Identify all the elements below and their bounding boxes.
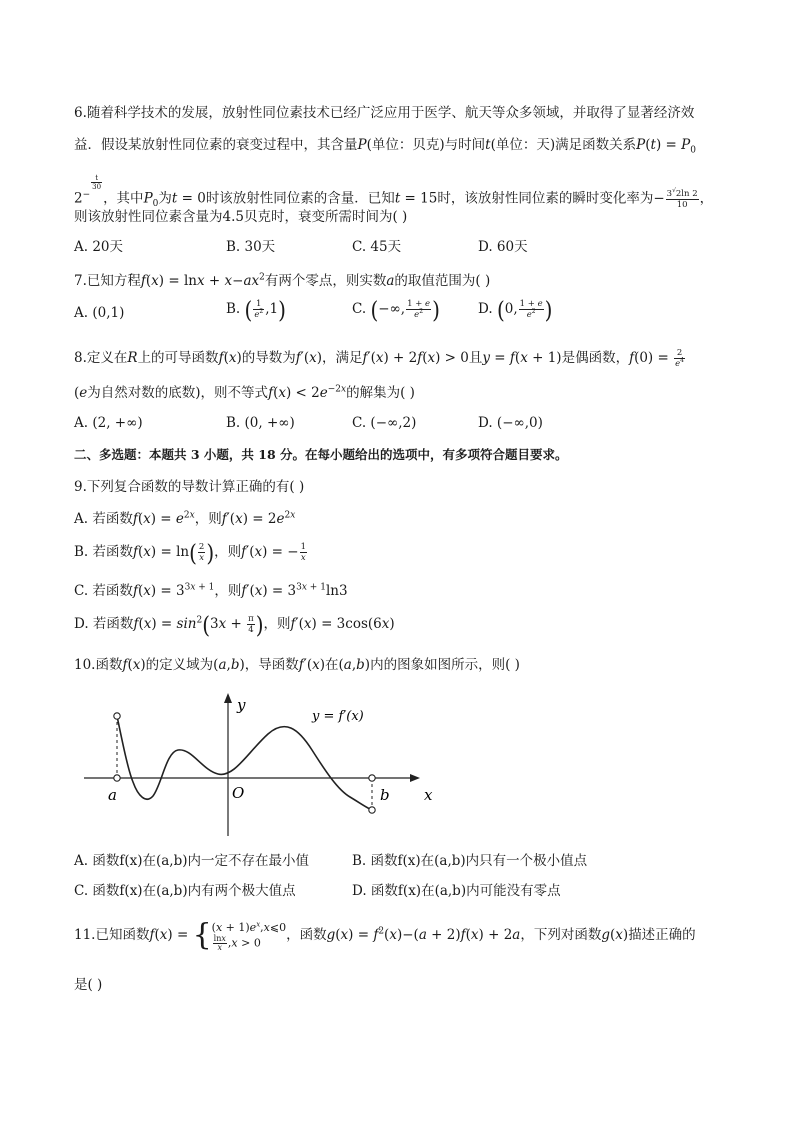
- q8-text: 的导数为: [241, 350, 296, 366]
- q7-option-d[interactable]: D. (0, $\frac{1 + e}{e^2}$ ): [478, 295, 553, 324]
- q10-option-d[interactable]: D. 函数f(x)在(a,b)内可能没有零点: [352, 883, 561, 899]
- q8-text: 的解集为( ): [346, 385, 415, 401]
- q11-stem: 11.已知函数f(x) = { $(x + 1)e^x,x⩽0$ $\frac{\ln x}{x}$ ,x > 0 ，函数$g(x) = f^2(x)-(a + 2)f(x) + 2a$，下列对函数g(x)描述正确的: [74, 917, 696, 953]
- endpoint-axis-a: [114, 775, 120, 781]
- q10-text: ，导函数: [244, 657, 299, 673]
- q6-text: (单位：天)满足函数关系: [490, 137, 637, 153]
- q10-stem: 10.函数f(x)的定义域为(a,b)，导函数f′(x)在(a,b)内的图象如图所示，则( ): [74, 657, 520, 673]
- origin-label: O: [232, 784, 245, 802]
- q8-line-2: (e为自然对数的底数)，则不等式$f(x) < 2e^{-2x}$的解集为( ): [74, 384, 415, 401]
- q7-label-d: D.: [478, 301, 493, 317]
- y-label: y: [237, 696, 246, 714]
- q11-text: ，下列对函数: [520, 927, 602, 943]
- q8-option-b[interactable]: B. (0, +∞): [226, 415, 295, 431]
- q7-stem: 7.已知方程$f(x) = \ln x + x-ax^2$有两个零点，则实数a的取值范围为( ): [74, 272, 491, 289]
- q8-text: 且: [468, 350, 483, 366]
- q9-option-c[interactable]: C. 若函数$f(x) = 3^{3x + 1}$，则$f'(x) = 3^{3x + 1}\ln 3$: [74, 582, 348, 599]
- q7-label-c: C.: [352, 301, 367, 317]
- q10-option-a[interactable]: A. 函数f(x)在(a,b)内一定不存在最小值: [74, 853, 309, 869]
- q10-option-c[interactable]: C. 函数f(x)在(a,b)内有两个极大值点: [74, 883, 296, 899]
- y-axis-arrow: [224, 693, 232, 703]
- q6-option-d[interactable]: D. 60天: [478, 239, 528, 255]
- q9-text: ，则: [214, 544, 242, 560]
- q7-text: 的取值范围为( ): [394, 273, 491, 289]
- q9-text: ，则: [194, 511, 222, 527]
- q11-text: ，函数: [286, 927, 327, 943]
- endpoint-axis-b: [369, 775, 375, 781]
- q8-option-a[interactable]: A. (2, +∞): [74, 415, 143, 431]
- q9-text: C. 若函数: [74, 583, 133, 599]
- q10-text: 的定义域为: [145, 657, 214, 673]
- q6-text: 时该放射性同位素的含量．已知: [205, 190, 395, 207]
- q8-text: ，满足: [322, 350, 363, 366]
- curve-label: y = f′(x): [312, 709, 364, 724]
- b-label: b: [380, 786, 390, 804]
- q7-option-b[interactable]: B. ( $\frac{1}{e^2}$ ,1): [226, 295, 286, 324]
- q8-text: 上的可导函数: [137, 350, 219, 366]
- q7-option-a[interactable]: A. (0,1): [74, 305, 125, 321]
- q8-text: 8.定义在: [74, 350, 128, 366]
- q8-option-d[interactable]: D. (−∞,0): [478, 415, 543, 431]
- q9-text: A. 若函数: [74, 511, 133, 527]
- q11-line-2: 是( ): [74, 977, 103, 993]
- q9-option-b[interactable]: B. 若函数f(x) = ln( $\frac{2}{x}$ )，则f′(x) = − $\frac{1}{x}$: [74, 538, 307, 567]
- q7-label-b: B.: [226, 301, 241, 317]
- q10-text: 在: [325, 657, 339, 673]
- q6-text: (单位：贝克)与时间: [366, 137, 486, 153]
- q8-line-1: 8.定义在R上的可导函数f(x)的导数为f′(x)，满足f′(x) + 2f(x) > 0且y = f(x + 1)是偶函数，f(0) = $\frac{2}{e^4}$: [74, 348, 684, 369]
- derivative-curve: [117, 716, 372, 810]
- q8-text: 为自然对数的底数)，则不等式: [87, 385, 269, 401]
- q6-option-c[interactable]: C. 45天: [352, 239, 402, 255]
- q11-text: 11.已知函数: [74, 927, 150, 943]
- q9-text: ，则: [263, 616, 291, 632]
- q10-text: 10.函数: [74, 657, 123, 673]
- q9-option-d[interactable]: D. 若函数$f(x) = \sin^2(3x$ + $\frac{\pi}{4}$ )，则f′(x) = 3cos(6x): [74, 610, 395, 639]
- q6-line-3: $2^{- \frac{t}{30}}$ ，其中$P_0$为t = 0时该放射性同位素的含量．已知t = 15时，该放射性同位素的瞬时变化率为− $\frac{3^√2\ln 2}{10}$ ，: [74, 174, 714, 210]
- q10-option-b[interactable]: B. 函数f(x)在(a,b)内只有一个极小值点: [352, 853, 588, 869]
- q6-line-4: 则该放射性同位素含量为4.5贝克时，衰变所需时间为( ): [74, 209, 408, 225]
- q9-text: ，则: [214, 583, 242, 599]
- q6-line-1: 6.随着科学技术的发展，放射性同位素技术已经广泛应用于医学、航天等众多领域，并取得了显著经济效: [74, 105, 695, 121]
- a-label: a: [108, 786, 117, 804]
- q6-option-b[interactable]: B. 30天: [226, 239, 276, 255]
- q6-text: ，其中: [103, 190, 144, 207]
- q6-option-a[interactable]: A. 20天: [74, 239, 124, 255]
- q7-label-a: A.: [74, 305, 89, 321]
- q8-text: (: [74, 385, 80, 401]
- x-axis-arrow: [410, 774, 420, 782]
- q9-option-a[interactable]: A. 若函数$f(x) = e^{2x}$，则$f'(x) = 2e^{2x}$: [74, 510, 296, 527]
- x-label: x: [424, 786, 433, 804]
- q6-text: 益．假设某放射性同位素的衰变过程中，其含量: [74, 137, 358, 153]
- q9-text: B. 若函数: [74, 544, 134, 560]
- q11-text: 描述正确的: [628, 927, 696, 943]
- q9-stem: 9.下列复合函数的导数计算正确的有( ): [74, 479, 305, 495]
- q9-text: D. 若函数: [74, 616, 134, 632]
- section-2-heading: 二、多选题：本题共 3 小题，共 18 分。在每小题给出的选项中，有多项符合题目要求。: [74, 447, 568, 462]
- q7-text: 有两个零点，则实数: [264, 273, 387, 289]
- q7-text: 7.已知方程: [74, 273, 141, 289]
- q6-line-2: 益．假设某放射性同位素的衰变过程中，其含量P(单位：贝克)与时间t(单位：天)满足函数关系$P(t) = P_0$: [74, 137, 696, 156]
- q8-text: 是偶函数，: [561, 350, 630, 366]
- q7-option-c[interactable]: C. (−∞, $\frac{1 + e}{e^2}$ ): [352, 295, 440, 324]
- endpoint-bottom-b: [369, 807, 375, 813]
- endpoint-top-a: [114, 713, 120, 719]
- q10-text: 内的图象如图所示，则( ): [370, 657, 520, 673]
- q8-option-c[interactable]: C. (−∞,2): [352, 415, 417, 431]
- q6-text: 时，该放射性同位素的瞬时变化率为: [437, 190, 654, 207]
